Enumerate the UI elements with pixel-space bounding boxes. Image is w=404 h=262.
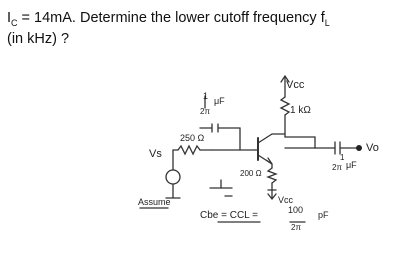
question-ic-sub: C bbox=[11, 17, 18, 28]
rs-label: 250 Ω bbox=[180, 133, 205, 143]
vcc-bottom-label: Vcc bbox=[278, 195, 294, 205]
assume-unit: pF bbox=[318, 210, 329, 220]
rc-label: 1 kΩ bbox=[290, 105, 311, 116]
vs-label: Vs bbox=[149, 148, 162, 160]
vo-label: Vo bbox=[366, 142, 379, 154]
re-resistor bbox=[268, 168, 276, 183]
vcc-top-label: Vcc bbox=[286, 79, 305, 91]
rs-resistor bbox=[178, 146, 200, 154]
rc-resistor bbox=[281, 97, 289, 115]
question-fl-sub: L bbox=[324, 17, 330, 28]
assume-label: Assume bbox=[138, 197, 171, 207]
question-ic: I bbox=[7, 10, 12, 26]
cap-out-den: 2π bbox=[332, 163, 342, 172]
question-line2: (in kHz) ? bbox=[7, 31, 70, 47]
question-line1: = 14mA. Determine the lower cutoff frequency f bbox=[17, 10, 325, 26]
cap-in-den: 2π bbox=[200, 107, 210, 116]
cap-out-unit: μF bbox=[346, 160, 357, 170]
cap-in-top: 1 bbox=[203, 91, 209, 101]
source-circle bbox=[166, 170, 180, 184]
cap-in-unit: μF bbox=[214, 96, 225, 106]
assume-num: 100 bbox=[288, 205, 304, 215]
re-label: 200 Ω bbox=[240, 169, 262, 178]
assume-den: 2π bbox=[291, 223, 301, 232]
cap-out-top: 1 bbox=[340, 153, 345, 162]
assume-equation: Cbe = CCL = bbox=[200, 210, 258, 221]
output-node bbox=[356, 145, 362, 151]
